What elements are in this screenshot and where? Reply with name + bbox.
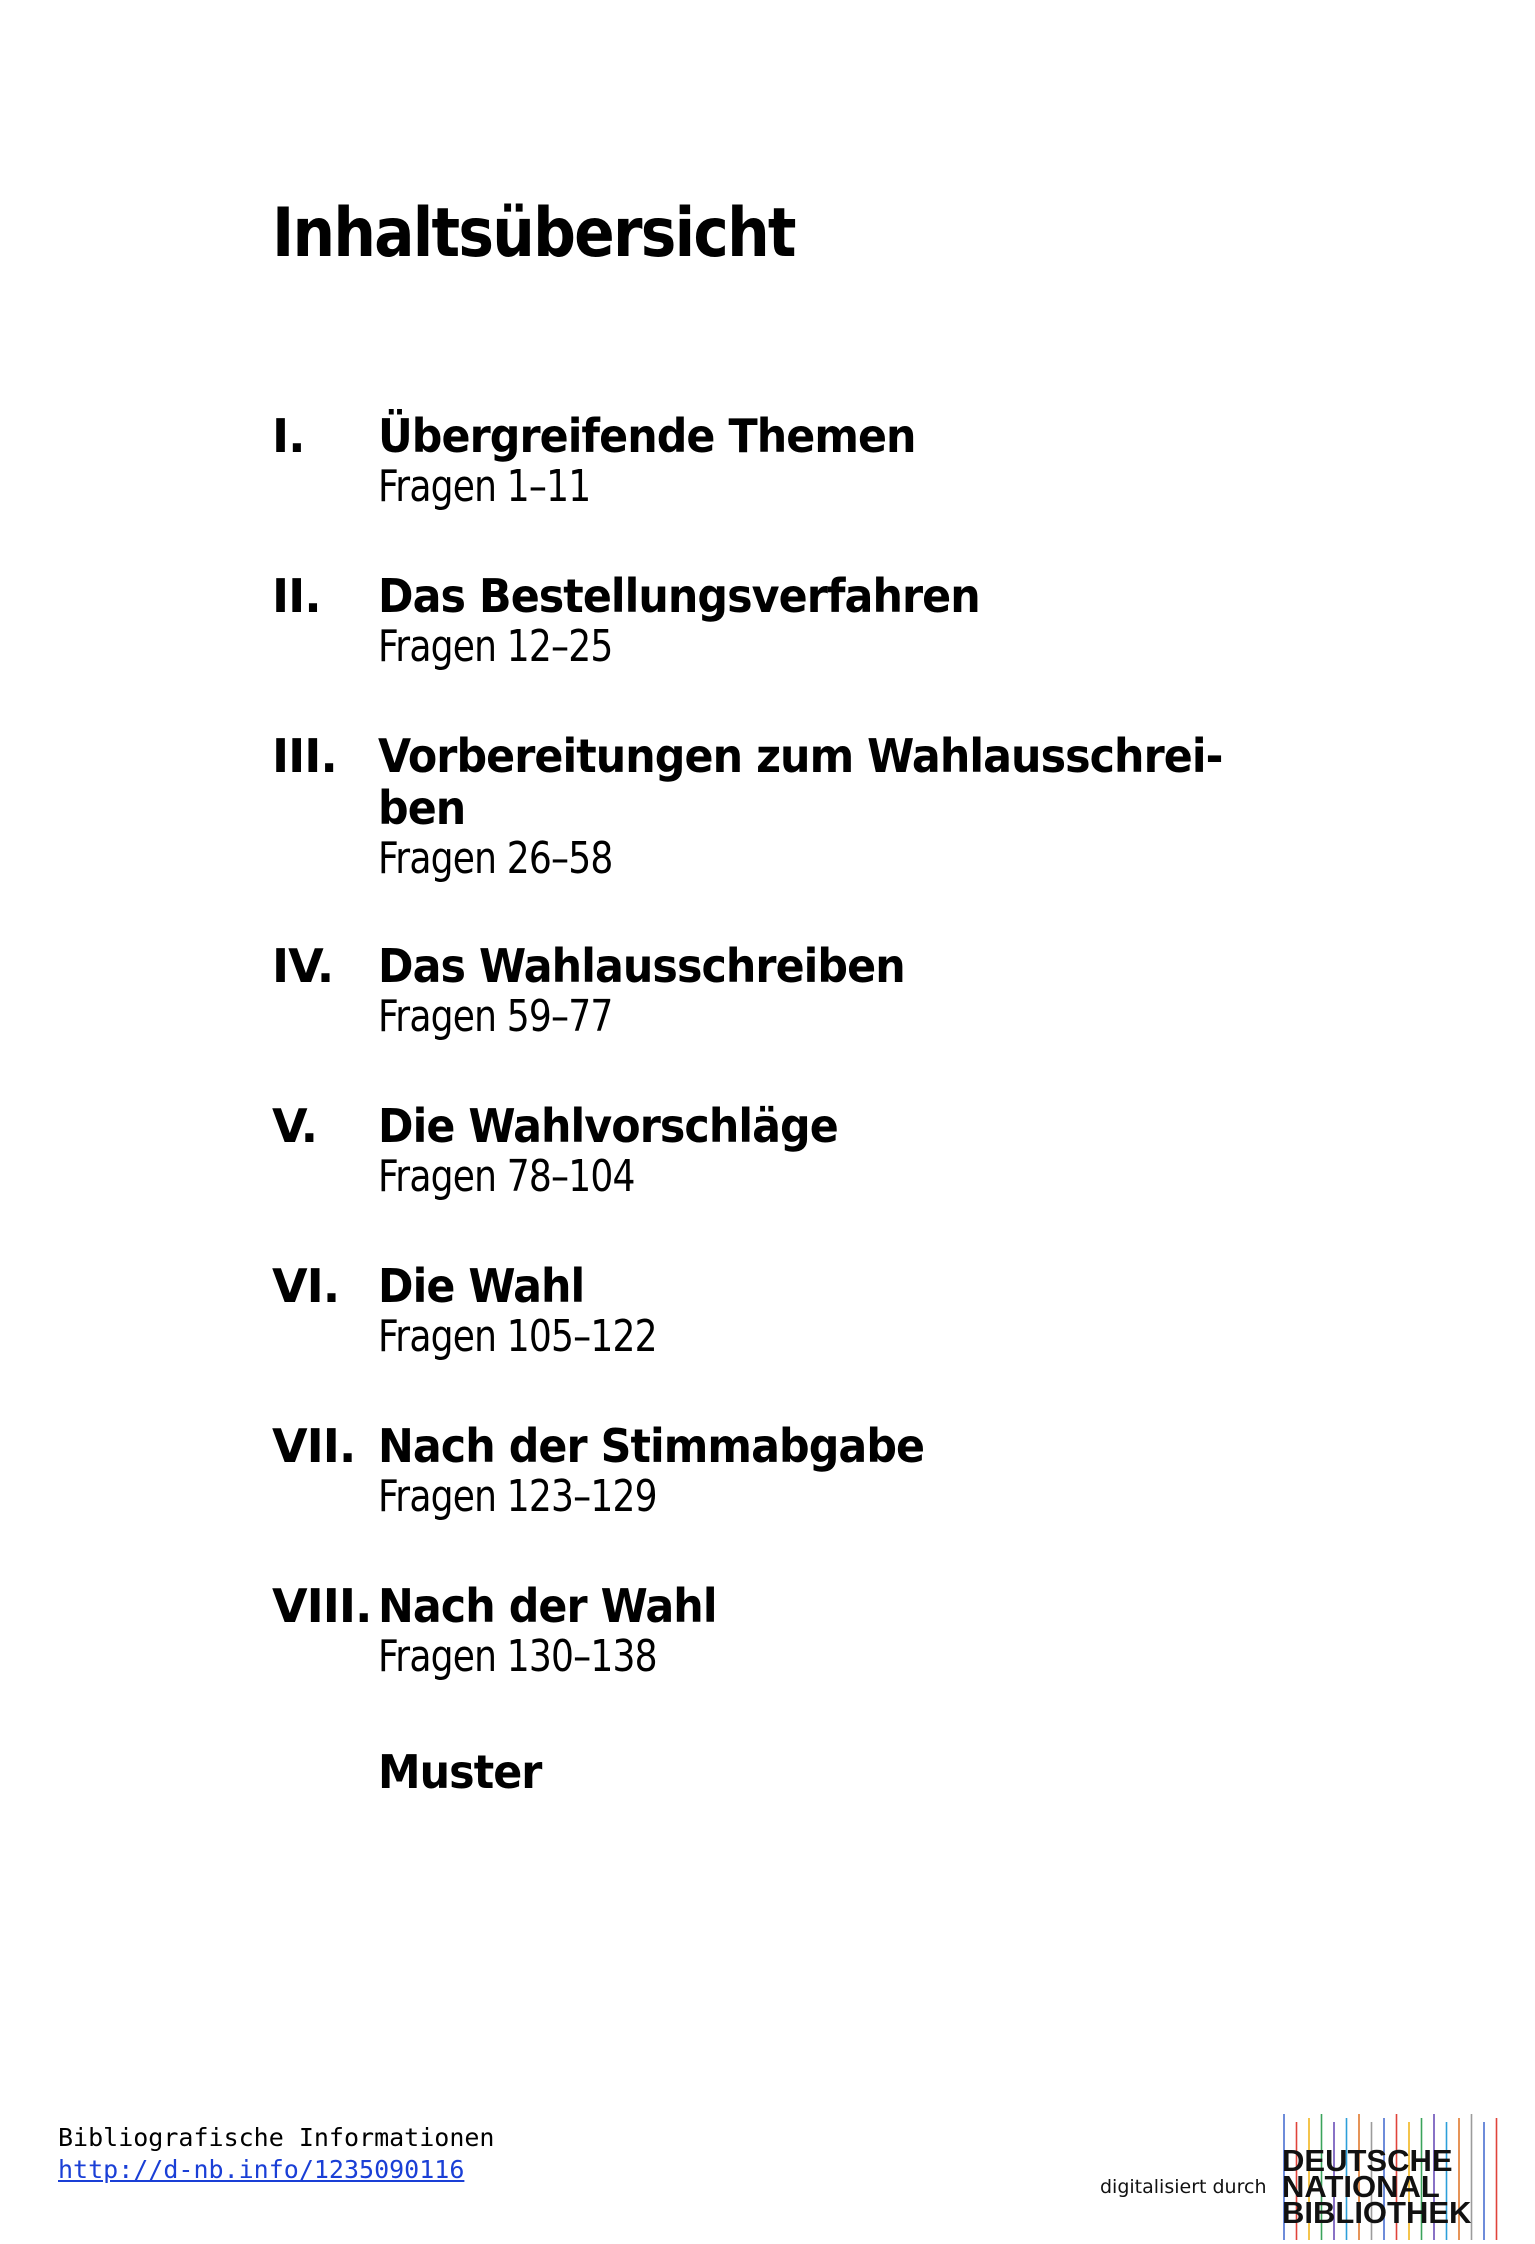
bibliographic-info-label: Bibliografische Informationen — [58, 2123, 495, 2152]
toc-number: III. — [272, 729, 337, 783]
toc-question-range: Fragen 59–77 — [378, 991, 613, 1042]
toc-heading: Die Wahl — [378, 1259, 585, 1313]
toc-heading-line-2: ben — [378, 781, 466, 835]
toc-question-range: Fragen 105–122 — [378, 1311, 657, 1362]
toc-entry-3 — [272, 730, 1272, 940]
toc-heading: Die Wahlvorschläge — [378, 1099, 838, 1153]
toc-number: I. — [272, 409, 305, 463]
toc-body — [378, 570, 1258, 672]
toc-entry-6 — [272, 1260, 1272, 1420]
toc-body — [378, 410, 1258, 512]
dnb-logo-line-1: DEUTSCHE — [1282, 2143, 1453, 2178]
toc-number: VII. — [272, 1419, 356, 1473]
toc-entry-muster: Muster — [378, 1745, 542, 1799]
table-of-contents — [272, 410, 1272, 1690]
toc-question-range: Fragen 26–58 — [378, 833, 613, 884]
bibliographic-info-link[interactable]: http://d-nb.info/1235090116 — [58, 2155, 465, 2184]
dnb-logo-line-2: NATIONAL — [1282, 2169, 1440, 2204]
dnb-logo — [1278, 2114, 1510, 2240]
toc-heading-line-1: Vorbereitungen zum Wahlausschrei- — [378, 729, 1223, 783]
toc-heading: Das Wahlausschreiben — [378, 939, 905, 993]
toc-entry-7 — [272, 1420, 1272, 1580]
toc-number: VIII. — [272, 1579, 372, 1633]
dnb-digitization-notice — [1100, 2114, 1520, 2240]
bibliographic-info — [58, 2122, 495, 2186]
toc-heading — [378, 729, 1223, 835]
toc-entry-2 — [272, 570, 1272, 730]
toc-heading: Übergreifende Themen — [378, 409, 916, 463]
toc-heading: Nach der Wahl — [378, 1579, 717, 1633]
page-title: Inhaltsübersicht — [272, 194, 795, 273]
toc-body — [378, 1260, 1258, 1362]
toc-body — [378, 1420, 1258, 1522]
toc-question-range: Fragen 1–11 — [378, 461, 591, 512]
toc-body — [378, 1100, 1258, 1202]
digitized-by-label: digitalisiert durch — [1100, 2176, 1267, 2198]
toc-number: VI. — [272, 1259, 340, 1313]
toc-entry-8 — [272, 1580, 1272, 1690]
toc-number: II. — [272, 569, 321, 623]
toc-heading: Nach der Stimmabgabe — [378, 1419, 925, 1473]
toc-question-range: Fragen 12–25 — [378, 621, 613, 672]
toc-body — [378, 1580, 1258, 1682]
toc-question-range: Fragen 130–138 — [378, 1631, 657, 1682]
dnb-logo-line-3: BIBLIOTHEK — [1282, 2195, 1472, 2230]
toc-body — [378, 730, 1258, 884]
toc-entry-1 — [272, 410, 1272, 570]
toc-number: V. — [272, 1099, 318, 1153]
toc-question-range: Fragen 78–104 — [378, 1151, 635, 1202]
toc-number: IV. — [272, 939, 334, 993]
toc-entry-4 — [272, 940, 1272, 1100]
toc-body — [378, 940, 1258, 1042]
toc-heading: Das Bestellungsverfahren — [378, 569, 980, 623]
toc-entry-5 — [272, 1100, 1272, 1260]
toc-question-range: Fragen 123–129 — [378, 1471, 657, 1522]
